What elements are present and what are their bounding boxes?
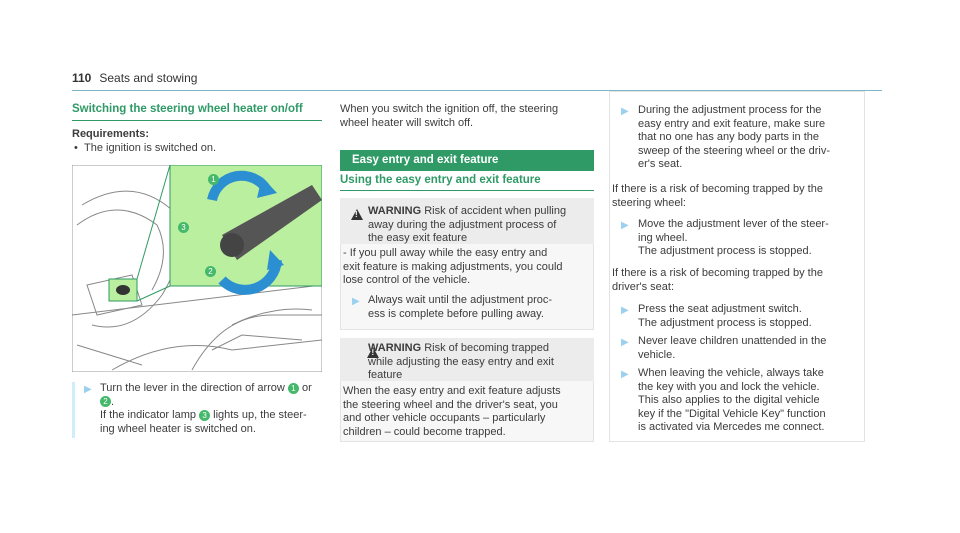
step-2: Move the adjustment lever of the steer- ing wheel. The adjustment process is stopped. <box>638 218 829 257</box>
inline-callout-2: 2 <box>100 396 111 407</box>
warning-1-text: - If you pull away while the easy entry and exit feature is making adjustments, you could lose control of the vehicle. <box>343 247 563 286</box>
step-arrow-icon: ▶ <box>84 384 92 395</box>
subheading-underline <box>340 190 594 191</box>
intro-paragraph: When you switch the ignition off, the steering wheel heater will switch off. <box>340 103 559 129</box>
step-arrow-icon: ▶ <box>621 369 629 380</box>
section-heading: Switching the steering wheel heater on/off <box>72 103 303 115</box>
requirement-item <box>74 142 216 156</box>
requirement-text: The ignition is switched on. <box>83 142 217 154</box>
subsection-heading: Using the easy entry and exit feature <box>340 174 541 186</box>
heading-underline <box>72 120 322 121</box>
callout-2: 2 <box>205 266 216 277</box>
inline-callout-3: 3 <box>199 410 210 421</box>
step-3: Press the seat adjustment switch. The adjustment process is stopped. <box>638 303 812 329</box>
callout-3: 3 <box>178 222 189 233</box>
steering-wheel-figure <box>72 165 322 372</box>
warning-1-header: WARNING Risk of accident when pulling away during the adjustment process of the easy exit feature <box>368 205 567 244</box>
step-text: Turn the lever in the direction of arrow 1 or 2 . If the indicator lamp 3 lights up, the steer- ing wheel heater is switched on. <box>100 382 312 435</box>
page-header <box>72 71 197 85</box>
step-5: When leaving the vehicle, always take the key with you and lock the vehicle. This also applies to the digital vehicle key if the "Digital Vehicle Key" function is activated via Mercedes me connect. <box>638 367 826 433</box>
section-title: Seats and stowing <box>99 71 198 85</box>
step-arrow-icon: ▶ <box>621 220 629 231</box>
page-number: 110 <box>72 71 92 85</box>
warning-1-step: Always wait until the adjustment proc- ess is complete before pulling away. <box>368 294 553 320</box>
step-arrow-icon: ▶ <box>621 106 629 117</box>
callout-1: 1 <box>208 174 219 185</box>
requirements-label: Requirements: <box>72 128 150 140</box>
warning-2-header: WARNING Risk of becoming trapped while adjusting the easy entry and exit feature <box>368 342 554 381</box>
warning-2-text: When the easy entry and exit feature adjusts the steering wheel and the driver's seat, you and other vehicle occupants – particularly children – could become trapped. <box>343 385 561 438</box>
paragraph-seat: If there is a risk of becoming trapped by the driver's seat: <box>612 267 823 293</box>
warning-triangle-icon <box>351 209 363 220</box>
step-arrow-icon: ▶ <box>621 337 629 348</box>
step-arrow-icon: ▶ <box>352 296 360 307</box>
section-bar: Easy entry and exit feature <box>340 150 594 171</box>
bullet-icon: • <box>74 142 78 154</box>
step-1: During the adjustment process for the easy entry and exit feature, make sure that no one has any body parts in the sweep of the steering wheel or the driv- er's seat. <box>638 104 830 170</box>
step-4: Never leave children unattended in the vehicle. <box>638 335 827 361</box>
inline-callout-1: 1 <box>288 383 299 394</box>
step-arrow-icon: ▶ <box>621 305 629 316</box>
paragraph-wheel: If there is a risk of becoming trapped by the steering wheel: <box>612 183 823 209</box>
